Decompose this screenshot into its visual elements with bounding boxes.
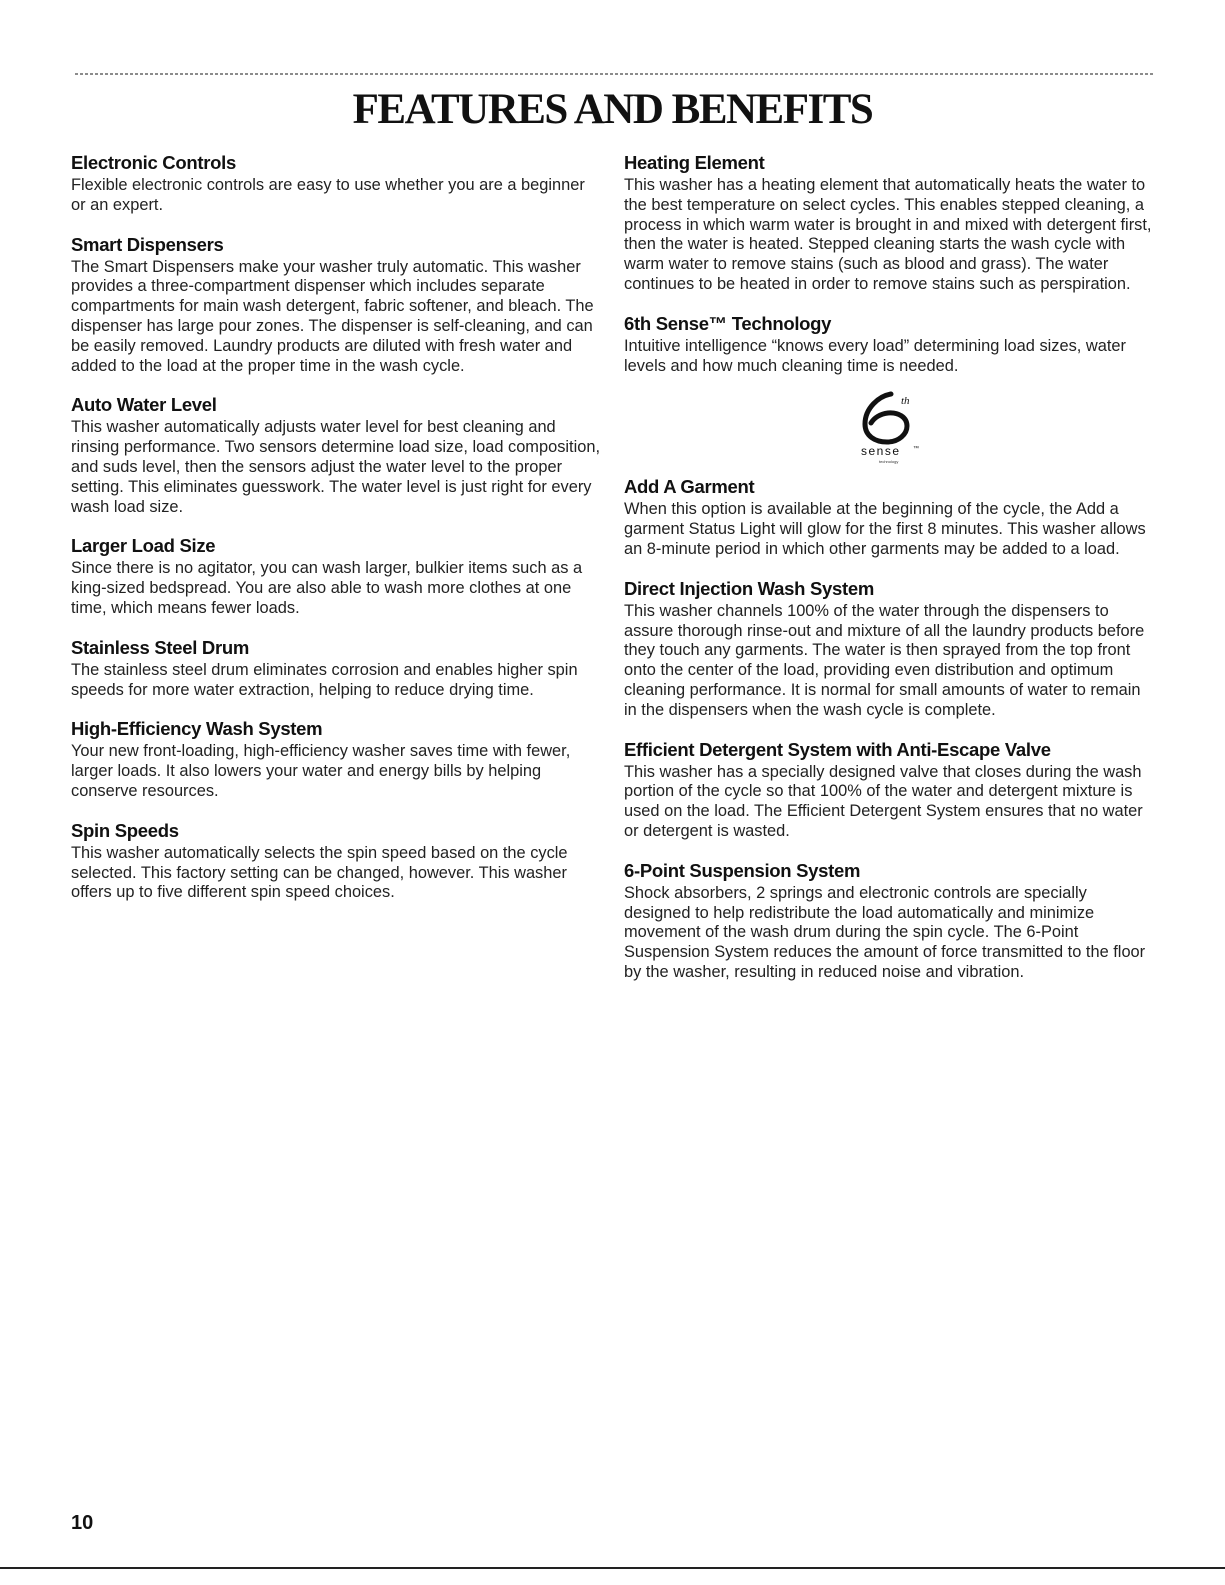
feature-body: When this option is available at the beginning of the cycle, the Add a garment Status Light will glow for the first 8 minutes. This washer allows an 8-minute period in which other garments may be added to a load. (624, 500, 1146, 558)
logo-superscript: th (901, 395, 910, 408)
feature-body: Flexible electronic controls are easy to use whether you are a beginner or an expert. (71, 176, 585, 214)
sixth-sense-logo (624, 384, 1154, 466)
feature-body: The Smart Dispensers make your washer truly automatic. This washer provides a three-compartment dispenser which includes separate compartments for main wash detergent, fabric softener, and bleach. The dispenser has large pour zones. The dispenser is self-cleaning, and can be easily removed. Laundry products are diluted with fresh water and added to the load at the proper time in the wash cycle. (71, 257, 594, 375)
feature-section (624, 860, 1154, 983)
feature-section (624, 578, 1154, 721)
right-column (624, 152, 1154, 1001)
feature-heading: 6-Point Suspension System (624, 859, 861, 881)
bottom-rule (0, 1567, 1225, 1569)
feature-section (624, 739, 1154, 842)
top-dotted-rule (75, 72, 1155, 76)
feature-heading: Add A Garment (624, 476, 755, 498)
feature-heading: Stainless Steel Drum (71, 636, 250, 658)
logo-tagline: technology (879, 459, 899, 465)
left-column (71, 152, 601, 921)
feature-heading: Larger Load Size (71, 535, 216, 557)
feature-heading: Efficient Detergent System with Anti-Escape Valve (624, 738, 1051, 760)
feature-body: Since there is no agitator, you can wash larger, bulkier items such as a king-sized bedspread. You are also able to wash more clothes at one time, which means fewer loads. (71, 559, 583, 617)
logo-tm: ™ (913, 446, 919, 453)
feature-section (71, 820, 601, 903)
feature-section (624, 152, 1154, 295)
feature-body: This washer has a heating element that automatically heats the water to the best temperature on select cycles. This enables stepped cleaning, a process in which warm water is brought in and mixed with detergent first, then the water is heated. Stepped cleaning starts the wash cycle with warm water to remove stains (such as blood and grass). The water continues to be heated in order to remove stains such as perspiration. (624, 176, 1152, 293)
feature-section (71, 234, 601, 377)
logo-word: sense (861, 444, 901, 459)
feature-section (624, 476, 1154, 559)
feature-heading: Heating Element (624, 152, 765, 173)
feature-body: Shock absorbers, 2 springs and electronic controls are specially designed to help redistribute the load automatically and minimize movement of the wash drum during the spin cycle. The 6-Point Suspension System reduces the amount of force transmitted to the floor by the washer, resulting in reduced noise and vibration. (624, 883, 1146, 981)
feature-heading: Smart Dispensers (71, 233, 224, 255)
feature-section (71, 637, 601, 701)
feature-heading: Auto Water Level (71, 394, 217, 416)
feature-heading: Electronic Controls (71, 152, 236, 173)
feature-body: This washer has a specially designed valve that closes during the wash portion of the cycle so that 100% of the water and detergent mixture is used on the load. The Efficient Detergent System ensures that no water or detergent is wasted. (624, 762, 1143, 840)
feature-body: This washer automatically adjusts water level for best cleaning and rinsing performance. Two sensors determine load size, load composition, and suds level, then the sensors adjust the water level to the proper setting. This eliminates guesswork. The water level is just right for every wash load size. (71, 418, 601, 516)
sixth-sense-logo-icon (839, 384, 939, 466)
feature-body: This washer automatically selects the spin speed based on the cycle selected. This factory setting can be changed, however. This washer offers up to five different spin speed choices. (71, 843, 568, 902)
page-title: FEATURES AND BENEFITS (352, 86, 873, 133)
feature-heading: Spin Speeds (71, 819, 179, 841)
feature-section (71, 152, 601, 216)
feature-body: This washer channels 100% of the water through the dispensers to assure thorough rinse-out and mixture of all the laundry products before they touch any garments. The water is then sprayed from the top front onto the center of the load, providing even distribution and optimum cleaning performance. It is normal for small amounts of water to remain in the dispensers when the wash cycle is complete. (624, 601, 1145, 719)
feature-body: Intuitive intelligence “knows every load” determining load sizes, water levels and how much cleaning time is needed. (624, 336, 1126, 375)
feature-body: The stainless steel drum eliminates corrosion and enables higher spin speeds for more water extraction, helping to reduce drying time. (71, 660, 578, 699)
feature-section (71, 718, 601, 801)
feature-heading: Direct Injection Wash System (624, 577, 874, 599)
feature-section (71, 394, 601, 517)
feature-section (624, 313, 1154, 377)
feature-body: Your new front-loading, high-efficiency washer saves time with fewer, larger loads. It also lowers your water and energy bills by helping conserve resources. (71, 742, 571, 800)
feature-heading: High-Efficiency Wash System (71, 718, 323, 740)
page-number: 10 (71, 1512, 94, 1534)
feature-heading: 6th Sense™ Technology (624, 312, 832, 334)
feature-section (71, 535, 601, 618)
